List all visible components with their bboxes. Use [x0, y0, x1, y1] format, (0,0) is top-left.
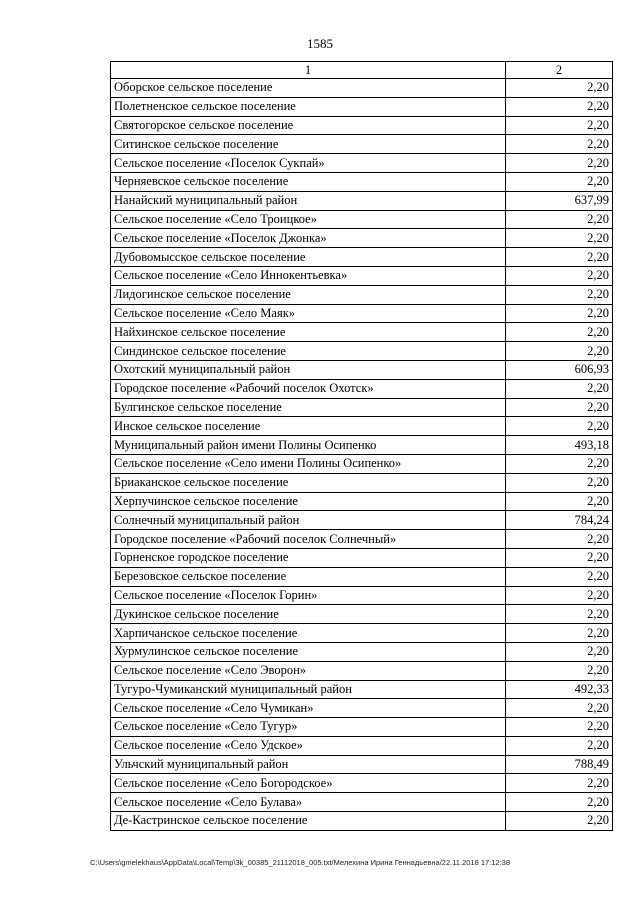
table-row: [111, 718, 613, 737]
table-row: [111, 191, 613, 210]
row-value-cell: 2,20: [506, 736, 613, 755]
row-name-cell: Сельское поселение «Село Богородское»: [111, 774, 506, 793]
row-value-cell: 784,24: [506, 511, 613, 530]
page-number: 1585: [307, 36, 333, 51]
row-value-cell: 2,20: [506, 661, 613, 680]
row-name-cell: Сельское поселение «Село Тугур»: [111, 718, 506, 737]
row-value-cell: 2,20: [506, 229, 613, 248]
column-header-1: 1: [111, 62, 506, 79]
table-row: [111, 417, 613, 436]
row-name-cell: Сельское поселение «Поселок Сукпай»: [111, 154, 506, 173]
row-value-cell: 2,20: [506, 774, 613, 793]
table-row: [111, 172, 613, 191]
row-name-cell: Муниципальный район имени Полины Осипенко: [111, 436, 506, 455]
table-row: [111, 642, 613, 661]
row-name-cell: Тугуро-Чумиканский муниципальный район: [111, 680, 506, 699]
row-value-cell: 2,20: [506, 323, 613, 342]
row-name-cell: Хурмулинское сельское поселение: [111, 642, 506, 661]
row-value-cell: 2,20: [506, 285, 613, 304]
table-row: [111, 229, 613, 248]
row-value-cell: 2,20: [506, 248, 613, 267]
row-value-cell: 2,20: [506, 718, 613, 737]
row-name-cell: Синдинское сельское поселение: [111, 342, 506, 361]
row-value-cell: 2,20: [506, 454, 613, 473]
row-value-cell: 2,20: [506, 379, 613, 398]
table-row: [111, 624, 613, 643]
table-row: [111, 530, 613, 549]
table-row: [111, 342, 613, 361]
row-name-cell: Дукинское сельское поселение: [111, 605, 506, 624]
row-value-cell: 2,20: [506, 567, 613, 586]
row-value-cell: 493,18: [506, 436, 613, 455]
row-value-cell: 2,20: [506, 642, 613, 661]
row-name-cell: Харпичанское сельское поселение: [111, 624, 506, 643]
row-name-cell: Полетненское сельское поселение: [111, 97, 506, 116]
row-value-cell: 637,99: [506, 191, 613, 210]
row-name-cell: Березовское сельское поселение: [111, 567, 506, 586]
table-row: [111, 736, 613, 755]
row-name-cell: Горненское городское поселение: [111, 548, 506, 567]
row-name-cell: Булгинское сельское поселение: [111, 398, 506, 417]
row-name-cell: Солнечный муниципальный район: [111, 511, 506, 530]
row-name-cell: Сельское поселение «Село Маяк»: [111, 304, 506, 323]
table-body: [111, 79, 613, 831]
table-row: [111, 511, 613, 530]
row-value-cell: 606,93: [506, 360, 613, 379]
row-value-cell: 2,20: [506, 492, 613, 511]
table-row: [111, 473, 613, 492]
table-row: [111, 436, 613, 455]
row-value-cell: 2,20: [506, 210, 613, 229]
column-header-2: 2: [506, 62, 613, 79]
row-value-cell: 2,20: [506, 154, 613, 173]
row-value-cell: 2,20: [506, 812, 613, 831]
row-value-cell: 2,20: [506, 586, 613, 605]
table-row: [111, 548, 613, 567]
table-row: [111, 135, 613, 154]
row-name-cell: Оборское сельское поселение: [111, 79, 506, 98]
row-value-cell: 2,20: [506, 605, 613, 624]
table-row: [111, 154, 613, 173]
row-name-cell: Лидогинское сельское поселение: [111, 285, 506, 304]
row-name-cell: Херпучинское сельское поселение: [111, 492, 506, 511]
table-row: [111, 454, 613, 473]
table-row: [111, 304, 613, 323]
row-name-cell: Нанайский муниципальный район: [111, 191, 506, 210]
table-row: [111, 793, 613, 812]
table-row: [111, 774, 613, 793]
row-value-cell: 2,20: [506, 135, 613, 154]
row-name-cell: Ульчский муниципальный район: [111, 755, 506, 774]
row-name-cell: Инское сельское поселение: [111, 417, 506, 436]
table-header-row: [111, 62, 613, 79]
row-name-cell: Найхинское сельское поселение: [111, 323, 506, 342]
row-name-cell: Сельское поселение «Село Иннокентьевка»: [111, 266, 506, 285]
row-name-cell: Городское поселение «Рабочий поселок Охотск»: [111, 379, 506, 398]
table-row: [111, 266, 613, 285]
row-name-cell: Дубовомысское сельское поселение: [111, 248, 506, 267]
row-value-cell: 2,20: [506, 342, 613, 361]
data-table: [110, 61, 613, 831]
table-row: [111, 812, 613, 831]
row-value-cell: 2,20: [506, 699, 613, 718]
table-row: [111, 699, 613, 718]
row-name-cell: Сельское поселение «Село Чумикан»: [111, 699, 506, 718]
row-value-cell: 2,20: [506, 793, 613, 812]
row-name-cell: Охотский муниципальный район: [111, 360, 506, 379]
table-row: [111, 210, 613, 229]
row-name-cell: Сельское поселение «Поселок Джонка»: [111, 229, 506, 248]
row-name-cell: Городское поселение «Рабочий поселок Солнечный»: [111, 530, 506, 549]
table-row: [111, 492, 613, 511]
table-row: [111, 360, 613, 379]
row-name-cell: Бриаканское сельское поселение: [111, 473, 506, 492]
row-value-cell: 2,20: [506, 304, 613, 323]
row-value-cell: 2,20: [506, 172, 613, 191]
row-value-cell: 788,49: [506, 755, 613, 774]
row-value-cell: 2,20: [506, 624, 613, 643]
row-name-cell: Сельское поселение «Село Удское»: [111, 736, 506, 755]
row-value-cell: 2,20: [506, 530, 613, 549]
row-name-cell: Святогорское сельское поселение: [111, 116, 506, 135]
row-value-cell: 2,20: [506, 79, 613, 98]
table-row: [111, 586, 613, 605]
row-value-cell: 2,20: [506, 548, 613, 567]
table-row: [111, 398, 613, 417]
footer-file-path: C:\Users\gmelekhaus\AppData\Local\Temp\3k_00385_21112018_005.txt/Мелехина Ирина Геннадьевна/22.11.2018 17:12:38: [90, 858, 511, 867]
table-row: [111, 116, 613, 135]
table-row: [111, 605, 613, 624]
table-row: [111, 248, 613, 267]
row-name-cell: Де-Кастринское сельское поселение: [111, 812, 506, 831]
table-row: [111, 567, 613, 586]
row-value-cell: 2,20: [506, 398, 613, 417]
row-value-cell: 492,33: [506, 680, 613, 699]
table-row: [111, 680, 613, 699]
row-name-cell: Сельское поселение «Поселок Горин»: [111, 586, 506, 605]
row-name-cell: Сельское поселение «Село Булава»: [111, 793, 506, 812]
table-row: [111, 79, 613, 98]
table-row: [111, 379, 613, 398]
table-row: [111, 661, 613, 680]
table-row: [111, 97, 613, 116]
row-name-cell: Ситинское сельское поселение: [111, 135, 506, 154]
row-name-cell: Черняевское сельское поселение: [111, 172, 506, 191]
row-value-cell: 2,20: [506, 417, 613, 436]
row-name-cell: Сельское поселение «Село имени Полины Осипенко»: [111, 454, 506, 473]
row-value-cell: 2,20: [506, 97, 613, 116]
row-value-cell: 2,20: [506, 266, 613, 285]
row-name-cell: Сельское поселение «Село Троицкое»: [111, 210, 506, 229]
table-row: [111, 323, 613, 342]
row-value-cell: 2,20: [506, 116, 613, 135]
table-row: [111, 755, 613, 774]
row-name-cell: Сельское поселение «Село Эворон»: [111, 661, 506, 680]
table-row: [111, 285, 613, 304]
row-value-cell: 2,20: [506, 473, 613, 492]
